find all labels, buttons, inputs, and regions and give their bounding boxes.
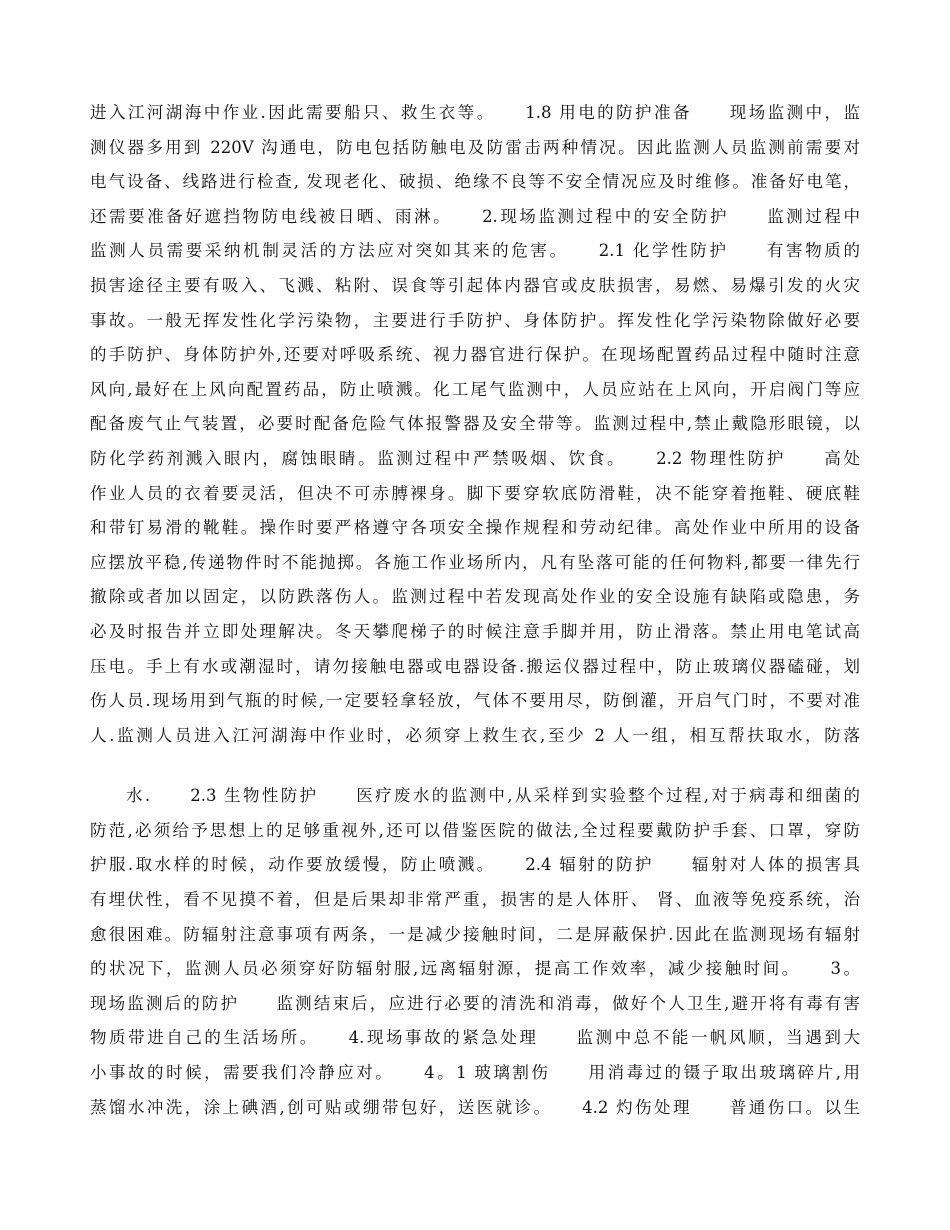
text-line: 还需要准备好遮挡物防电线被日晒、雨淋。 2.现场监测过程中的安全防护 监测过程中	[90, 206, 860, 226]
text-line: 和带钉易滑的靴鞋。操作时要严格遵守各项安全操作规程和劳动纪律。高处作业中所用的设备	[90, 518, 860, 538]
text-line: 损害途径主要有吸入、飞溅、粘附、误食等引起体内器官或皮肤损害，易燃、易爆引发的火灾	[90, 275, 860, 295]
paragraph-2	[90, 779, 860, 1125]
document-page	[90, 96, 860, 1125]
text-line: 人.监测人员进入江河湖海中作业时，必须穿上救生衣,至少 2 人一组，相互帮扶取水，防落	[90, 725, 860, 745]
text-line: 应摆放平稳,传递物件时不能抛掷。各施工作业场所内，凡有坠落可能的任何物料,都要一律先行	[90, 552, 860, 572]
text-line: 配备废气止气装置，必要时配备危险气体报警器及安全带等。监测过程中,禁止戴隐形眼镜，以	[90, 414, 860, 434]
text-line: 监测人员需要采纳机制灵活的方法应对突如其来的危害。 2.1 化学性防护 有害物质的	[90, 241, 860, 261]
text-line: 进入江河湖海中作业.因此需要船只、救生衣等。 1.8 用电的防护准备 现场监测中，监	[90, 103, 860, 122]
text-line: 蒸馏水冲洗，涂上碘酒,创可贴或绷带包好，送医就诊。 4.2 灼伤处理 普通伤口。以生	[90, 1097, 860, 1117]
text-line: 伤人员.现场用到气瓶的时候,一定要轻拿轻放，气体不要用尽，防倒灌，开启气门时，不要对准	[90, 691, 860, 711]
text-line: 必及时报告并立即处理解决。冬天攀爬梯子的时候注意手脚并用，防止滑落。禁止用电笔试高	[90, 621, 860, 641]
text-line: 现场监测后的防护 监测结束后，应进行必要的清洗和消毒，做好个人卫生,避开将有毒有害	[90, 993, 860, 1013]
text-line: 的状况下，监测人员必须穿好防辐射服,远离辐射源，提高工作效率，减少接触时间。 3。	[90, 959, 860, 979]
text-line: 的手防护、身体防护外,还要对呼吸系统、视力器官进行保护。在现场配置药品过程中随时注意	[90, 345, 860, 365]
text-line: 小事故的时候，需要我们冷静应对。 4。1 玻璃割伤 用消毒过的镊子取出玻璃碎片,用	[90, 1063, 860, 1083]
text-line: 水. 2.3 生物性防护 医疗废水的监测中,从采样到实验整个过程,对于病毒和细菌的	[126, 786, 860, 806]
text-line: 撤除或者加以固定，以防跌落伤人。监测过程中若发现高处作业的安全设施有缺陷或隐患，务	[90, 587, 860, 607]
text-line: 护服.取水样的时候，动作要放缓慢，防止喷溅。 2.4 辐射的防护 辐射对人体的损害具	[90, 855, 860, 875]
paragraph-1	[90, 96, 860, 753]
text-line: 风向,最好在上风向配置药品，防止喷溅。化工尾气监测中，人员应站在上风向，开启阀门等应	[90, 379, 860, 399]
text-line: 压电。手上有水或潮湿时，请勿接触电器或电器设备.搬运仪器过程中，防止玻璃仪器磕碰，划	[90, 656, 860, 676]
text-line: 作业人员的衣着要灵活，但决不可赤膊裸身。脚下要穿软底防滑鞋，决不能穿着拖鞋、硬底鞋	[90, 483, 860, 503]
text-line: 愈很困难。防辐射注意事项有两条，一是减少接触时间，二是屏蔽保护.因此在监测现场有辐射	[90, 924, 860, 944]
text-line: 电气设备、线路进行检查, 发现老化、破损、绝缘不良等不安全情况应及时维修。准备好电笔，	[90, 172, 860, 192]
text-line: 防范,必须给予思想上的足够重视外,还可以借鉴医院的做法,全过程要戴防护手套、口罩，穿防	[90, 820, 860, 840]
text-line: 测仪器多用到 220V 沟通电，防电包括防触电及防雷击两种情况。因此监测人员监测前需要对	[90, 137, 860, 157]
text-line: 物质带进自己的生活场所。 4.现场事故的紧急处理 监测中总不能一帆风顺，当遇到大	[90, 1028, 860, 1048]
text-line: 事故。一般无挥发性化学污染物，主要进行手防护、身体防护。挥发性化学污染物除做好必要	[90, 310, 860, 330]
text-line: 有埋伏性，看不见摸不着，但是后果却非常严重，损害的是人体肝、 肾、血液等免疫系统，治	[90, 890, 860, 910]
text-line: 防化学药剂溅入眼内，腐蚀眼睛。监测过程中严禁吸烟、饮食。 2.2 物理性防护 高处	[90, 448, 860, 468]
paragraph-gap	[90, 753, 860, 779]
